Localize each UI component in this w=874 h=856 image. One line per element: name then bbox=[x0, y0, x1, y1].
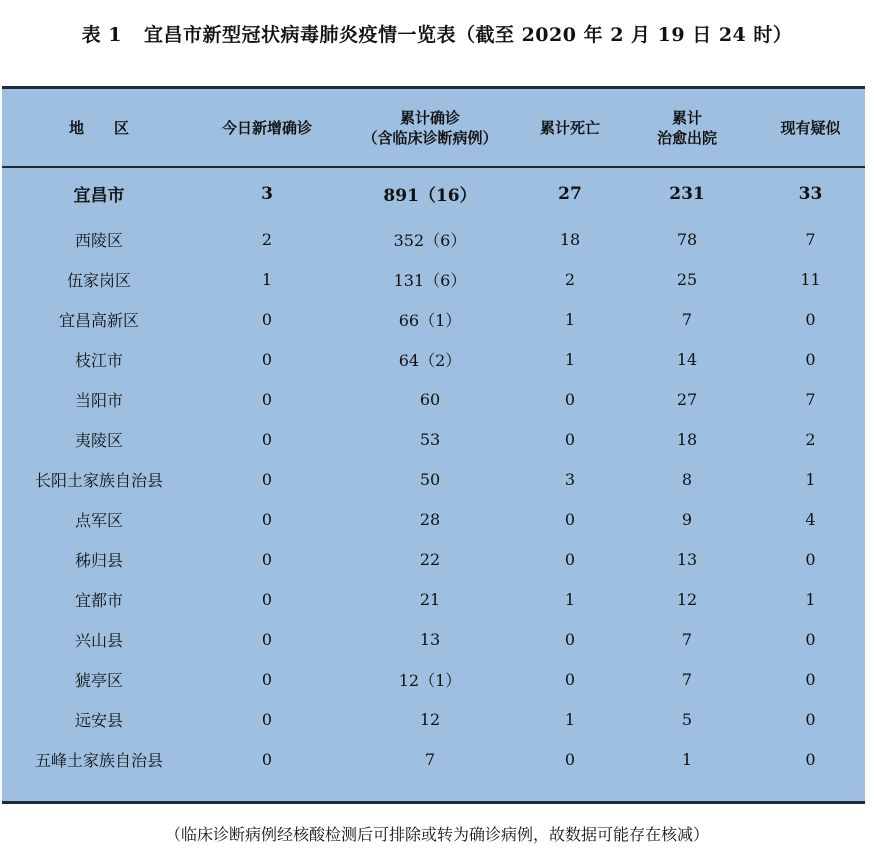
epidemic-table bbox=[2, 86, 865, 804]
cell-discharged: 18 bbox=[676, 429, 698, 449]
cell-total: 12（1） bbox=[398, 670, 462, 690]
cell-total: 7 bbox=[424, 749, 436, 769]
cell-suspected: 0 bbox=[805, 309, 816, 329]
cell-deaths: 1 bbox=[564, 349, 576, 369]
cell-suspected: 0 bbox=[805, 709, 816, 729]
cell-total: 28 bbox=[419, 509, 441, 529]
header-suspected: 现有疑似 bbox=[780, 118, 841, 137]
cell-deaths: 2 bbox=[564, 269, 576, 289]
cell-discharged: 231 bbox=[669, 183, 705, 204]
cell-discharged: 14 bbox=[676, 349, 698, 369]
cell-discharged: 8 bbox=[681, 469, 693, 489]
header-cumulative-confirmed-line1: 累计确诊 bbox=[399, 108, 460, 127]
cell-new: 0 bbox=[261, 309, 273, 329]
cell-discharged: 27 bbox=[676, 389, 698, 409]
cell-discharged: 1 bbox=[681, 749, 693, 769]
cell-new: 0 bbox=[261, 669, 273, 689]
cell-discharged: 25 bbox=[676, 269, 698, 289]
cell-total: 13 bbox=[419, 629, 441, 649]
cell-deaths: 0 bbox=[564, 749, 576, 769]
cell-new: 0 bbox=[261, 389, 273, 409]
cell-total: 22 bbox=[419, 549, 441, 569]
header-discharged-line1: 累计 bbox=[671, 108, 702, 127]
table-row bbox=[2, 619, 865, 659]
cell-suspected: 4 bbox=[805, 509, 816, 529]
cell-deaths: 1 bbox=[564, 709, 576, 729]
cell-region: 当阳市 bbox=[74, 390, 123, 410]
cell-region: 夷陵区 bbox=[74, 430, 123, 450]
cell-deaths: 27 bbox=[558, 183, 582, 204]
cell-region: 远安县 bbox=[74, 710, 123, 730]
cell-suspected: 11 bbox=[800, 269, 821, 289]
cell-deaths: 1 bbox=[564, 589, 576, 609]
cell-new: 0 bbox=[261, 469, 273, 489]
cell-deaths: 0 bbox=[564, 509, 576, 529]
cell-discharged: 7 bbox=[681, 629, 693, 649]
table-row bbox=[2, 379, 865, 419]
cell-suspected: 0 bbox=[805, 669, 816, 689]
table-row bbox=[2, 167, 865, 219]
cell-new: 0 bbox=[261, 549, 273, 569]
cell-total: 131（6） bbox=[393, 270, 467, 290]
cell-region: 枝江市 bbox=[74, 350, 123, 370]
cell-discharged: 7 bbox=[681, 309, 693, 329]
cell-suspected: 1 bbox=[805, 589, 816, 609]
cell-region: 宜昌高新区 bbox=[58, 310, 139, 330]
cell-total: 891（16） bbox=[383, 186, 477, 206]
table-row bbox=[2, 499, 865, 539]
cell-total: 12 bbox=[419, 709, 441, 729]
cell-total: 352（6） bbox=[393, 230, 467, 250]
cell-new: 0 bbox=[261, 509, 273, 529]
cell-total: 50 bbox=[419, 469, 441, 489]
cell-deaths: 18 bbox=[559, 229, 581, 249]
cell-new: 3 bbox=[261, 183, 273, 204]
cell-total: 66（1） bbox=[398, 310, 462, 330]
table-row bbox=[2, 579, 865, 619]
table-row bbox=[2, 299, 865, 339]
cell-region: 五峰土家族自治县 bbox=[34, 750, 163, 770]
table-row bbox=[2, 739, 865, 779]
cell-new: 0 bbox=[261, 429, 273, 449]
table-row bbox=[2, 259, 865, 299]
table-row bbox=[2, 219, 865, 259]
cell-suspected: 2 bbox=[805, 429, 816, 449]
cell-new: 0 bbox=[261, 709, 273, 729]
cell-new: 0 bbox=[261, 749, 273, 769]
cell-region: 西陵区 bbox=[74, 230, 123, 250]
cell-deaths: 0 bbox=[564, 429, 576, 449]
cell-deaths: 1 bbox=[564, 309, 576, 329]
cell-region: 秭归县 bbox=[74, 550, 123, 570]
header-row bbox=[2, 89, 865, 167]
table-title-text: 宜昌市新型冠状病毒肺炎疫情一览表（截至 2020 年 2 月 19 日 24 时） bbox=[143, 24, 793, 46]
cell-total: 53 bbox=[419, 429, 441, 449]
table-row bbox=[2, 659, 865, 699]
cell-discharged: 78 bbox=[676, 229, 698, 249]
header-cumulative-confirmed-line2: （含临床诊断病例） bbox=[362, 128, 498, 147]
cell-region: 兴山县 bbox=[74, 630, 123, 650]
cell-suspected: 1 bbox=[805, 469, 816, 489]
cell-region: 长阳土家族自治县 bbox=[34, 470, 163, 490]
cell-suspected: 0 bbox=[805, 629, 816, 649]
cell-total: 60 bbox=[419, 389, 441, 409]
header-cumulative-confirmed bbox=[338, 89, 522, 167]
cell-suspected: 7 bbox=[805, 389, 816, 409]
header-deaths: 累计死亡 bbox=[539, 118, 600, 137]
cell-discharged: 12 bbox=[676, 589, 698, 609]
cell-total: 21 bbox=[419, 589, 441, 609]
cell-new: 0 bbox=[261, 629, 273, 649]
cell-suspected: 0 bbox=[805, 749, 816, 769]
cell-new: 2 bbox=[261, 229, 273, 249]
cell-suspected: 7 bbox=[805, 229, 816, 249]
cell-region: 宜昌市 bbox=[73, 186, 125, 206]
header-discharged-line2: 治愈出院 bbox=[656, 128, 717, 147]
cell-region: 点军区 bbox=[74, 510, 123, 530]
table-row bbox=[2, 459, 865, 499]
table-row bbox=[2, 539, 865, 579]
cell-deaths: 3 bbox=[564, 469, 576, 489]
table-number: 表 1 bbox=[81, 24, 122, 46]
cell-region: 伍家岗区 bbox=[66, 270, 131, 290]
header-region: 地 区 bbox=[68, 118, 129, 137]
cell-suspected: 0 bbox=[805, 349, 816, 369]
cell-discharged: 13 bbox=[676, 549, 698, 569]
cell-new: 0 bbox=[261, 349, 273, 369]
table-row bbox=[2, 699, 865, 739]
cell-deaths: 0 bbox=[564, 669, 576, 689]
cell-suspected: 33 bbox=[798, 183, 823, 204]
table-row bbox=[2, 339, 865, 379]
cell-discharged: 7 bbox=[681, 669, 693, 689]
cell-deaths: 0 bbox=[564, 389, 576, 409]
cell-suspected: 0 bbox=[805, 549, 816, 569]
cell-new: 1 bbox=[261, 269, 273, 289]
table-row bbox=[2, 419, 865, 459]
cell-deaths: 0 bbox=[564, 549, 576, 569]
cell-discharged: 9 bbox=[681, 509, 693, 529]
cell-total: 64（2） bbox=[398, 350, 462, 370]
footnote: （临床诊断病例经核酸检测后可排除或转为确诊病例，故数据可能存在核减） bbox=[164, 825, 709, 844]
table-title bbox=[0, 20, 874, 47]
header-new-confirmed: 今日新增确诊 bbox=[221, 118, 312, 137]
cell-deaths: 0 bbox=[564, 629, 576, 649]
cell-discharged: 5 bbox=[681, 709, 693, 729]
cell-region: 猇亭区 bbox=[74, 670, 123, 690]
header-discharged bbox=[618, 89, 756, 167]
cell-new: 0 bbox=[261, 589, 273, 609]
cell-region: 宜都市 bbox=[74, 590, 123, 610]
